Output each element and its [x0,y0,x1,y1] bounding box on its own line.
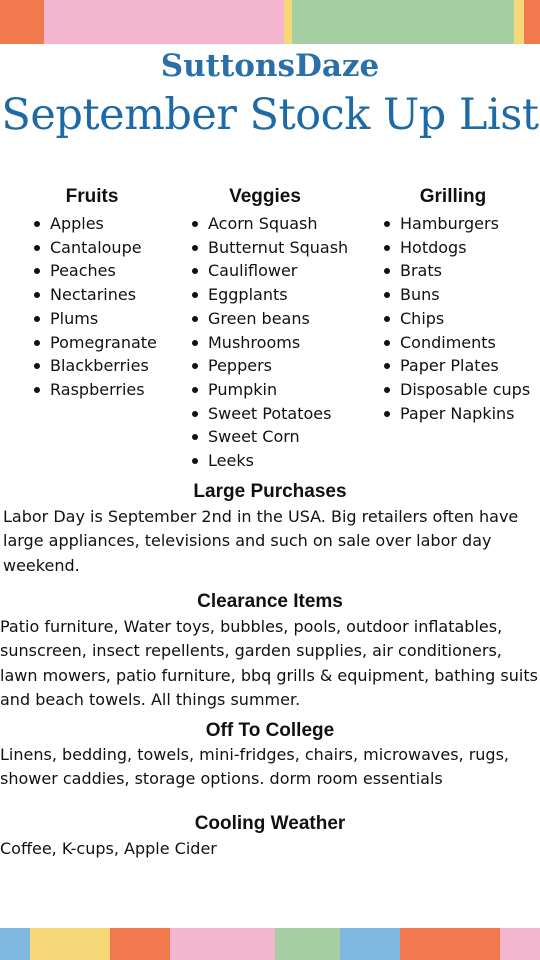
list-item: Paper Plates [382,354,537,378]
grilling-heading: Grilling [419,186,487,207]
list-item: Condiments [382,331,537,355]
large-purchases-text: Labor Day is September 2nd in the USA. Big retailers often have large appliances, televisions and such on sale over labor day weekend. [3,507,519,575]
list-item: Cantaloupe [32,236,182,260]
clearance-heading: Clearance Items [197,591,343,612]
decorative-bottom-band [0,928,540,960]
list-item: Apples [32,212,182,236]
cooling-text: Coffee, K-cups, Apple Cider [0,839,217,858]
decor-block [44,0,284,44]
large-purchases-heading: Large Purchases [193,481,347,502]
list-item: Raspberries [32,378,182,402]
list-item: Paper Napkins [382,402,537,426]
decor-block [292,0,514,44]
veggies-column [190,186,365,473]
list-item: Nectarines [32,283,182,307]
list-item: Hotdogs [382,236,537,260]
grilling-list [382,212,537,425]
decor-block [30,928,110,960]
college-text: Linens, bedding, towels, mini-fridges, chairs, microwaves, rugs, shower caddies, storage options. dorm room essentials [0,745,509,789]
list-item: Green beans [190,307,365,331]
list-item: Cauliflower [190,259,365,283]
list-item: Disposable cups [382,378,537,402]
decor-block [170,928,275,960]
cooling-heading: Cooling Weather [194,813,346,834]
list-item: Blackberries [32,354,182,378]
college-heading: Off To College [205,720,335,741]
fruits-list [32,212,182,402]
decor-block [500,928,540,960]
decor-block [524,0,540,44]
list-item: Sweet Potatoes [190,402,365,426]
decorative-top-band [0,0,540,44]
list-item: Pumpkin [190,378,365,402]
list-item: Sweet Corn [190,425,365,449]
clearance-text: Patio furniture, Water toys, bubbles, pools, outdoor inflatables, sunscreen, insect repellents, garden supplies, air conditioners, lawn mowers, patio furniture, bbq grills & equipment, bathing suits and beach towels. All things summer. [0,617,538,710]
grilling-column [382,186,537,425]
veggies-heading: Veggies [229,186,301,207]
decor-block [400,928,500,960]
list-item: Peppers [190,354,365,378]
decor-block [275,928,340,960]
list-item: Eggplants [190,283,365,307]
list-item: Hamburgers [382,212,537,236]
page-title: September Stock Up List [1,90,539,140]
list-item: Butternut Squash [190,236,365,260]
list-item: Brats [382,259,537,283]
list-item: Buns [382,283,537,307]
list-item: Plums [32,307,182,331]
list-item: Mushrooms [190,331,365,355]
veggies-list [190,212,365,473]
list-item: Acorn Squash [190,212,365,236]
list-item: Chips [382,307,537,331]
decor-block [514,0,524,44]
decor-block [0,0,44,44]
decor-block [0,928,30,960]
decor-block [284,0,292,44]
decor-block [340,928,400,960]
fruits-heading: Fruits [65,186,119,207]
list-item: Leeks [190,449,365,473]
list-item: Peaches [32,259,182,283]
fruits-column [32,186,182,402]
decor-block [110,928,170,960]
list-item: Pomegranate [32,331,182,355]
brand-name: SuttonsDaze [160,48,380,84]
